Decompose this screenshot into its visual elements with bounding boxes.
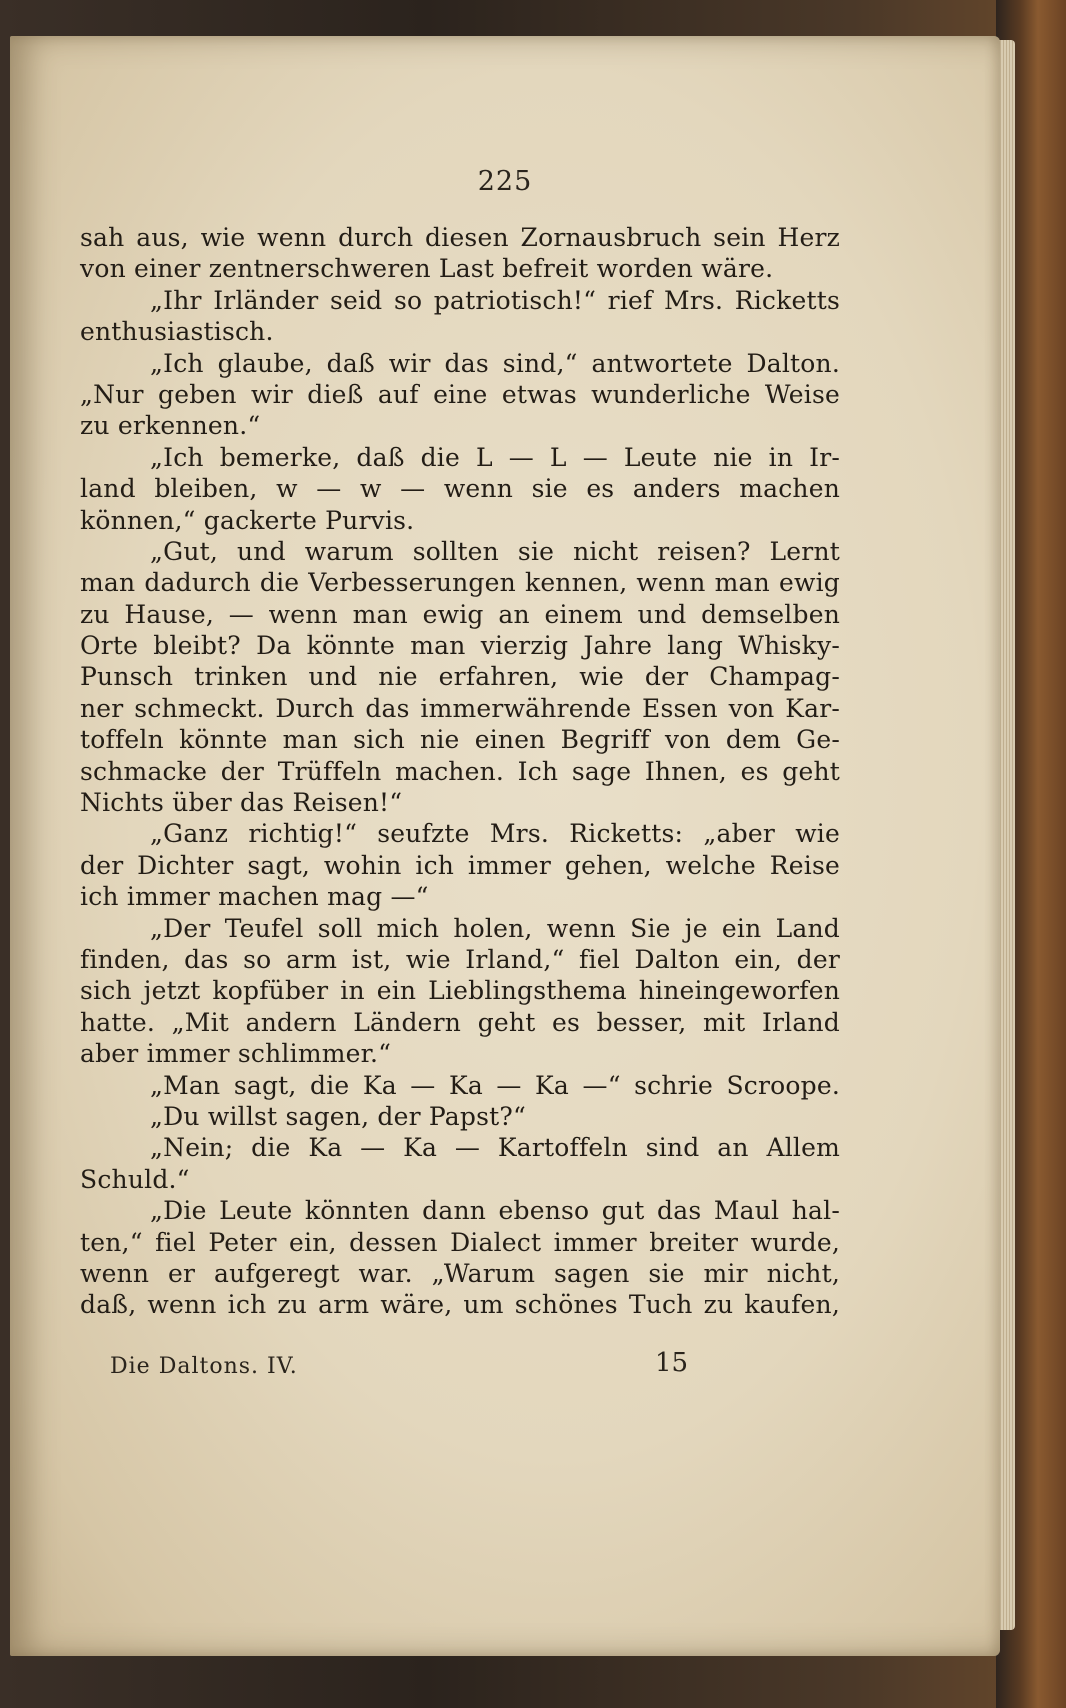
text-line: aber immer schlimmer.“	[80, 1039, 392, 1069]
text-line: zu erkennen.“	[80, 411, 261, 441]
text-line: „Ich glaube, daß wir das sind,“ antwortete Dalton.	[150, 348, 840, 378]
text-line: land bleiben, w — w — wenn sie es anders machen	[80, 474, 840, 504]
text-line: „Man sagt, die Ka — Ka — Ka —“ schrie Scroope.	[150, 1070, 840, 1100]
page-footer	[110, 1348, 710, 1388]
text-line: ten,“ fiel Peter ein, dessen Dialect immer breiter wurde,	[80, 1227, 840, 1257]
text-line: „Ich bemerke, daß die L — L — Leute nie in Ir-	[150, 442, 840, 472]
text-line: ich immer machen mag —“	[80, 882, 429, 912]
text-line: „Die Leute könnten dann ebenso gut das Maul hal-	[150, 1196, 840, 1226]
text-line: finden, das so arm ist, wie Irland,“ fiel Dalton ein, der	[80, 944, 840, 974]
text-line: „Ganz richtig!“ seufzte Mrs. Ricketts: „aber wie	[150, 819, 840, 849]
text-line: Schuld.“	[80, 1164, 190, 1194]
footer-sheet-number: 15	[655, 1348, 689, 1378]
text-line: schmacke der Trüffeln machen. Ich sage Ihnen, es geht	[80, 756, 840, 786]
text-line: toffeln könnte man sich nie einen Begriff von dem Ge-	[80, 725, 840, 755]
text-line: sah aus, wie wenn durch diesen Zornausbruch sein Herz	[80, 223, 840, 252]
book-page	[10, 36, 1000, 1656]
text-line: „Du willst sagen, der Papst?“	[150, 1101, 526, 1131]
footer-signature: Die Daltons. IV.	[110, 1354, 298, 1379]
text-line: der Dichter sagt, wohin ich immer gehen, welche Reise	[80, 850, 840, 880]
text-line: „Der Teufel soll mich holen, wenn Sie je ein Land	[150, 913, 840, 943]
body-text	[80, 222, 840, 1321]
text-line: wenn er aufgeregt war. „Warum sagen sie mir nicht,	[80, 1258, 840, 1288]
text-line: zu Hause, — wenn man ewig an einem und demselben	[80, 599, 840, 629]
page-number: 225	[477, 166, 533, 197]
text-line: ner schmeckt. Durch das immerwährende Essen von Kar-	[80, 693, 840, 723]
text-line: „Ihr Irländer seid so patriotisch!“ rief Mrs. Ricketts	[150, 285, 840, 315]
text-line: Nichts über das Reisen!“	[80, 788, 403, 818]
text-line: „Gut, und warum sollten sie nicht reisen? Lernt	[150, 536, 840, 566]
text-line: sich jetzt kopfüber in ein Lieblingsthema hineingeworfen	[80, 976, 840, 1006]
text-line: enthusiastisch.	[80, 317, 274, 347]
text-line: man dadurch die Verbesserungen kennen, wenn man ewig	[80, 568, 840, 598]
text-line: Orte bleibt? Da könnte man vierzig Jahre lang Whisky-	[80, 631, 840, 661]
text-line: Punsch trinken und nie erfahren, wie der Champag-	[80, 662, 840, 692]
text-line: daß, wenn ich zu arm wäre, um schönes Tuch zu kaufen,	[80, 1290, 840, 1320]
text-line: hatte. „Mit andern Ländern geht es besser, mit Irland	[80, 1007, 840, 1037]
text-line: können,“ gackerte Purvis.	[80, 505, 415, 535]
text-line: „Nur geben wir dieß auf eine etwas wunderliche Weise	[80, 379, 840, 409]
text-line: „Nein; die Ka — Ka — Kartoffeln sind an Allem	[150, 1133, 840, 1163]
text-line: von einer zentnerschweren Last befreit worden wäre.	[80, 254, 774, 284]
